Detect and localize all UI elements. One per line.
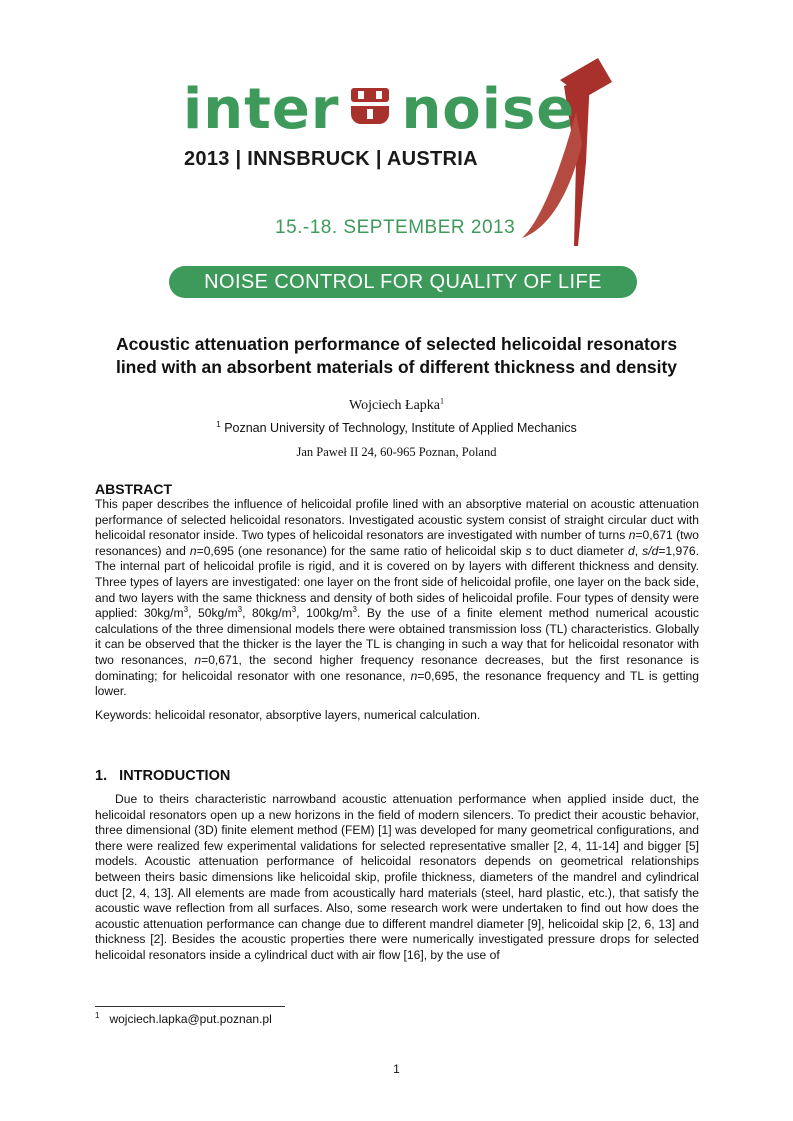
logo-inter-text: inter bbox=[183, 77, 340, 142]
paper-title bbox=[60, 333, 733, 379]
introduction-heading: 1. INTRODUCTION bbox=[95, 768, 231, 784]
keywords-line: Keywords: helicoidal resonator, absorptive layers, numerical calculation. bbox=[95, 708, 481, 722]
author-name bbox=[0, 398, 793, 414]
paper-title-line-2: lined with an absorbent materials of different thickness and density bbox=[115, 357, 678, 377]
conference-dates: 15.-18. SEPTEMBER 2013 bbox=[275, 217, 516, 238]
author-superscript: 1 bbox=[440, 396, 444, 406]
logo-emblem-icon bbox=[349, 84, 391, 126]
footnote-text: wojciech.lapka@put.poznan.pl bbox=[99, 1012, 272, 1026]
footnote-superscript: 1 bbox=[95, 1011, 100, 1020]
footnote-email bbox=[95, 1012, 272, 1026]
abstract-heading: ABSTRACT bbox=[95, 481, 172, 497]
affiliation-text: Poznan University of Technology, Institute of Applied Mechanics bbox=[220, 421, 577, 435]
abstract-body: This paper describes the influence of helicoidal profile lined with an absorptive material on acoustic attenuation performance of selected helicoidal resonators. Investigated acoustic system consist of straight circular duct with helicoidal resonator inside. Two types of helicoidal resonators are investigated with number of turns n=0,671 (two resonances) and n=0,695 (one resonance) for the same ratio of helicoidal skip s to duct diameter d, s/d=1,976. The internal part of helicoidal profile is rigid, and it is covered on by layers with different thickness and density. Three types of layers are investigated: one layer on the front side of helicoidal profile, one layer on the back side, and two layers with the same thickness and density of both sides of helicoidal profile. Four types of density were applied: $30kg/m^3$, $50kg/m^3$, $80kg/m^3$, $100kg/m^3$. By the use of a finite element method numerical acoustic calculations of the three dimensional models there were obtained transmission loss (TL) characteristics. Globally it can be observed that the thicker is the layer the TL is changing in such a way that for helicoidal resonator with two resonances, n=0,671, the second higher frequency resonance decreases, but the first resonance is dominating; for helicoidal resonator with one resonance, n=0,695, the resonance frequency and TL is getting lower. bbox=[95, 497, 699, 699]
introduction-body: Due to theirs characteristic narrowband acoustic attenuation performance when applied inside duct, the helicoidal resonators open up a new horizons in the field of modern silencers. To predict their acoustic behavior, three dimensional (3D) finite element method (FEM) [1] was developed for many geometrical configurations, and there were realized few experimental validations for selected representative smaller [2, 4, 11-14] and bigger [5] models. Acoustic attenuation performance of helicoidal resonators depends on geometrical relationships between theirs basic dimensions like helicoidal skip, profile thickness, diameters of the mandrel and cylindrical duct [2, 4, 13]. All elements are made from acoustically hard materials (steel, hard plastic, etc.), that satisfy the acoustic wave reflection from all surfaces. Also, some research work were undertaken to find out how does the acoustic attenuation performance can change due to different mandrel diameter [9], helicoidal skip [2, 6, 13] and thickness [2]. Besides the acoustic properties there were numerically investigated pressure drops for selected helicoidal resonators inside a cylindrical duct with air flow [16], by the use of bbox=[95, 792, 699, 962]
page-number: 1 bbox=[393, 1062, 400, 1076]
author-affiliation bbox=[0, 421, 793, 435]
footnote-divider bbox=[95, 1006, 285, 1007]
conference-motto-banner: NOISE CONTROL FOR QUALITY OF LIFE bbox=[169, 266, 637, 298]
author-text: Wojciech Łapka bbox=[349, 398, 440, 413]
logo-noise-text: noise bbox=[401, 77, 576, 142]
conference-location: 2013 | INNSBRUCK | AUSTRIA bbox=[184, 148, 478, 170]
conference-logo bbox=[183, 77, 576, 142]
paper-title-line-1: Acoustic attenuation performance of selected helicoidal resonators bbox=[115, 334, 678, 354]
author-address: Jan Paweł II 24, 60-965 Poznan, Poland bbox=[296, 445, 497, 459]
affiliation-superscript: 1 bbox=[216, 419, 221, 429]
